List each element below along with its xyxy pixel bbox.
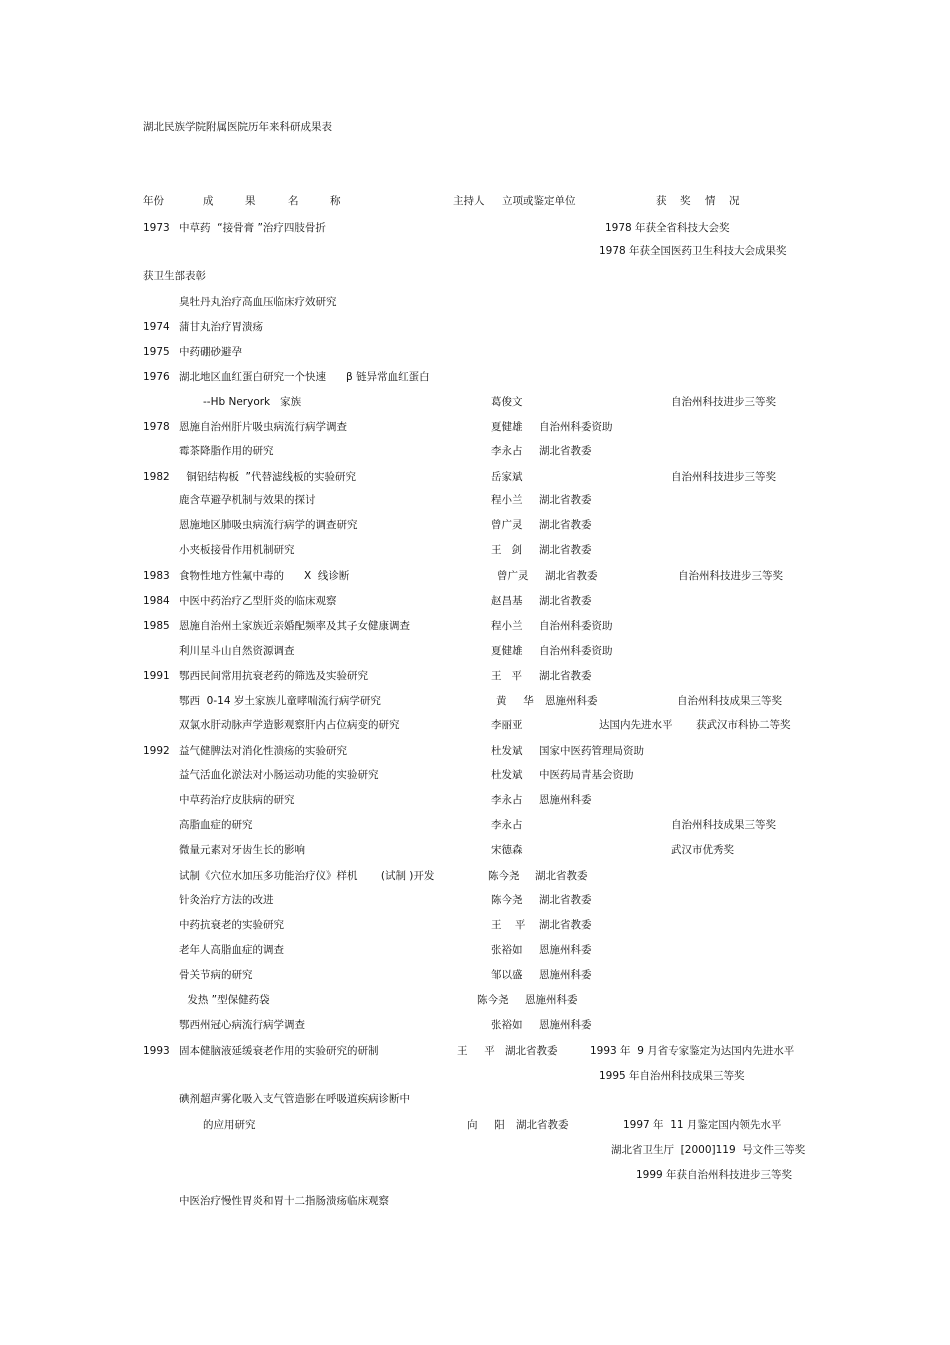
cell-award: 武汉市优秀奖 — [671, 844, 734, 856]
cell-name: 针灸治疗方法的改进 — [179, 894, 274, 906]
cell-name: 蒲甘丸治疗胃溃疡 — [179, 321, 263, 333]
cell-unit: 湖北省教委 — [539, 670, 592, 682]
cell-year: 1975 — [143, 346, 170, 358]
cell-host: 陈今尧 — [488, 870, 520, 882]
cell-host: 王 平 — [457, 1045, 495, 1057]
cell-unit: 湖北省教委 — [505, 1045, 558, 1057]
cell-name: 骨关节病的研究 — [179, 969, 253, 981]
cell-unit: 湖北省教委 — [545, 570, 598, 582]
cell-award: 自治州科技进步三等奖 — [671, 471, 776, 483]
cell-name: 中药抗衰老的实验研究 — [179, 919, 284, 931]
cell-host: 曾广灵 — [497, 570, 529, 582]
cell-host: 向 阳 — [467, 1119, 505, 1131]
cell-name: 中药硼砂避孕 — [179, 346, 242, 358]
header-year: 年份 — [143, 195, 164, 207]
cell-name: 微量元素对牙齿生长的影响 — [179, 844, 305, 856]
cell-year: 1985 — [143, 620, 170, 632]
header-name-char-3: 名 — [288, 195, 299, 207]
cell-year: 1984 — [143, 595, 170, 607]
cell-host: 李永占 — [491, 445, 523, 457]
cell-year: 1993 — [143, 1045, 170, 1057]
cell-name: 固本健脑液延缓衰老作用的实验研究的研制 — [179, 1045, 379, 1057]
cell-host: 王 平 — [491, 919, 526, 931]
cell-host: 李丽亚 — [491, 719, 523, 731]
cell-year: 1983 — [143, 570, 170, 582]
cell-host: 邹以盛 — [491, 969, 523, 981]
cell-name: 恩施地区肺吸虫病流行病学的调查研究 — [179, 519, 358, 531]
cell-unit: 湖北省教委 — [539, 544, 592, 556]
cell-unit: 湖北省教委 — [535, 870, 588, 882]
cell-host: 王 剑 — [491, 544, 523, 556]
cell-award: 获武汉市科协二等奖 — [696, 719, 791, 731]
cell-name: 鄂西州冠心病流行病学调查 — [179, 1019, 305, 1031]
cell-award: 自治州科技进步三等奖 — [671, 396, 776, 408]
cell-name: 双氯水肝动脉声学造影观察肝内占位病变的研究 — [179, 719, 400, 731]
cell-unit: 恩施州科委 — [539, 944, 592, 956]
cell-name: 恩施自治州肝片吸虫病流行病学调查 — [179, 421, 347, 433]
cell-name: 老年人高脂血症的调查 — [179, 944, 284, 956]
cell-host: 葛俊文 — [491, 396, 523, 408]
cell-name: 中医中药治疗乙型肝炎的临床观察 — [179, 595, 337, 607]
cell-name: 碘剂超声雾化吸入支气管造影在呼吸道疾病诊断中 — [179, 1093, 410, 1105]
cell-year: 1973 — [143, 222, 170, 234]
header-award-char-2: 奖 — [680, 195, 691, 207]
cell-name: 恩施自治州土家族近亲婚配频率及其子女健康调查 — [179, 620, 410, 632]
cell-unit: 湖北省教委 — [516, 1119, 569, 1131]
cell-host: 曾广灵 — [491, 519, 523, 531]
cell-year: 1991 — [143, 670, 170, 682]
cell-award: 1978 年获全国医药卫生科技大会成果奖 — [599, 245, 787, 257]
cell-name: 霉茶降脂作用的研究 — [179, 445, 274, 457]
cell-unit: 自治州科委资助 — [539, 645, 613, 657]
cell-name: 利川星斗山自然资源调查 — [179, 645, 295, 657]
cell-unit: 湖北省教委 — [539, 494, 592, 506]
cell-name: 中医治疗慢性胃炎和胃十二指肠溃疡临床观察 — [179, 1195, 389, 1207]
cell-host: 赵昌基 — [491, 595, 523, 607]
cell-unit: 达国内先进水平 — [599, 719, 673, 731]
cell-unit: 恩施州科委 — [539, 1019, 592, 1031]
cell-host: 程小兰 — [491, 494, 523, 506]
cell-name: 湖北地区血红蛋白研究一个快速 β 链异常血红蛋白 — [179, 371, 430, 383]
cell-award: 1999 年获自治州科技进步三等奖 — [636, 1169, 793, 1181]
cell-year: 1974 — [143, 321, 170, 333]
cell-name: 益气活血化淤法对小肠运动功能的实验研究 — [179, 769, 379, 781]
cell-unit: 自治州科委资助 — [539, 620, 613, 632]
cell-name: 的应用研究 — [203, 1119, 256, 1131]
cell-unit: 湖北省教委 — [539, 894, 592, 906]
cell-unit: 国家中医药管理局资助 — [539, 745, 644, 757]
cell-name: 鹿含草避孕机制与效果的探讨 — [179, 494, 316, 506]
cell-year: 1976 — [143, 371, 170, 383]
cell-unit: 自治州科委资助 — [539, 421, 613, 433]
cell-name: 铜铝结构板 ”代替滤线板的实验研究 — [183, 471, 356, 483]
cell-host: 王 平 — [491, 670, 523, 682]
cell-note: 获卫生部表彰 — [143, 270, 206, 282]
cell-name: 中草药 “接骨膏 ”治疗四肢骨折 — [179, 222, 326, 234]
header-name-char-1: 成 — [203, 195, 214, 207]
cell-award: 1997 年 11 月鉴定国内领先水平 — [623, 1119, 782, 1131]
cell-unit: 湖北省教委 — [539, 519, 592, 531]
cell-name: 发热 ”型保健药袋 — [184, 994, 270, 1006]
cell-year: 1982 — [143, 471, 170, 483]
cell-name: 臭牡丹丸治疗高血压临床疗效研究 — [179, 296, 337, 308]
header-unit: 立项或鉴定单位 — [502, 195, 576, 207]
cell-year: 1978 — [143, 421, 170, 433]
cell-host: 李永占 — [491, 794, 523, 806]
cell-host: 岳家斌 — [491, 471, 523, 483]
cell-host: 黄 华 — [496, 695, 534, 707]
cell-host: 陈今尧 — [477, 994, 509, 1006]
header-name-char-2: 果 — [245, 195, 256, 207]
document-title: 湖北民族学院附属医院历年来科研成果表 — [143, 121, 332, 133]
cell-award: 1978 年获全省科技大会奖 — [605, 222, 730, 234]
header-award-char-1: 获 — [656, 195, 667, 207]
cell-name: 试制《穴位水加压多功能治疗仪》样机 (试制 )开发 — [179, 870, 435, 882]
cell-host: 宋德森 — [491, 844, 523, 856]
cell-name: 小夹板接骨作用机制研究 — [179, 544, 295, 556]
cell-host: 夏健雄 — [491, 421, 523, 433]
cell-name: 中草药治疗皮肤病的研究 — [179, 794, 295, 806]
cell-host: 夏健雄 — [491, 645, 523, 657]
cell-host: 杜发斌 — [491, 745, 523, 757]
cell-host: 张裕如 — [491, 944, 523, 956]
cell-name: 鄂西 0-14 岁土家族儿童哮喘流行病学研究 — [179, 695, 381, 707]
cell-name: 益气健脾法对消化性溃疡的实验研究 — [179, 745, 347, 757]
header-host: 主持人 — [453, 195, 485, 207]
cell-host: 陈今尧 — [491, 894, 523, 906]
cell-award: 1995 年自治州科技成果三等奖 — [599, 1070, 745, 1082]
cell-unit: 恩施州科委 — [545, 695, 598, 707]
cell-name: 高脂血症的研究 — [179, 819, 253, 831]
cell-name: 鄂西民间常用抗衰老药的筛选及实验研究 — [179, 670, 368, 682]
cell-host: 李永占 — [491, 819, 523, 831]
cell-unit: 湖北省教委 — [539, 919, 592, 931]
cell-award: 湖北省卫生厅 [2000]119 号文件三等奖 — [611, 1144, 806, 1156]
cell-unit: 恩施州科委 — [525, 994, 578, 1006]
cell-year: 1992 — [143, 745, 170, 757]
header-award-char-3: 情 — [705, 195, 716, 207]
cell-award: 自治州科技成果三等奖 — [677, 695, 782, 707]
cell-name: 食物性地方性氟中毒的 X 线诊断 — [179, 570, 350, 582]
cell-unit: 中医药局青基会资助 — [539, 769, 634, 781]
cell-award: 自治州科技进步三等奖 — [678, 570, 783, 582]
cell-award: 1993 年 9 月省专家鉴定为达国内先进水平 — [590, 1045, 795, 1057]
cell-host: 张裕如 — [491, 1019, 523, 1031]
cell-unit: 湖北省教委 — [539, 595, 592, 607]
cell-unit: 恩施州科委 — [539, 969, 592, 981]
cell-host: 杜发斌 — [491, 769, 523, 781]
header-award-char-4: 况 — [729, 195, 740, 207]
header-name-char-4: 称 — [330, 195, 341, 207]
cell-unit: 湖北省教委 — [539, 445, 592, 457]
cell-unit: 恩施州科委 — [539, 794, 592, 806]
cell-name: --Hb Neryork 家族 — [203, 396, 302, 408]
cell-award: 自治州科技成果三等奖 — [671, 819, 776, 831]
cell-host: 程小兰 — [491, 620, 523, 632]
